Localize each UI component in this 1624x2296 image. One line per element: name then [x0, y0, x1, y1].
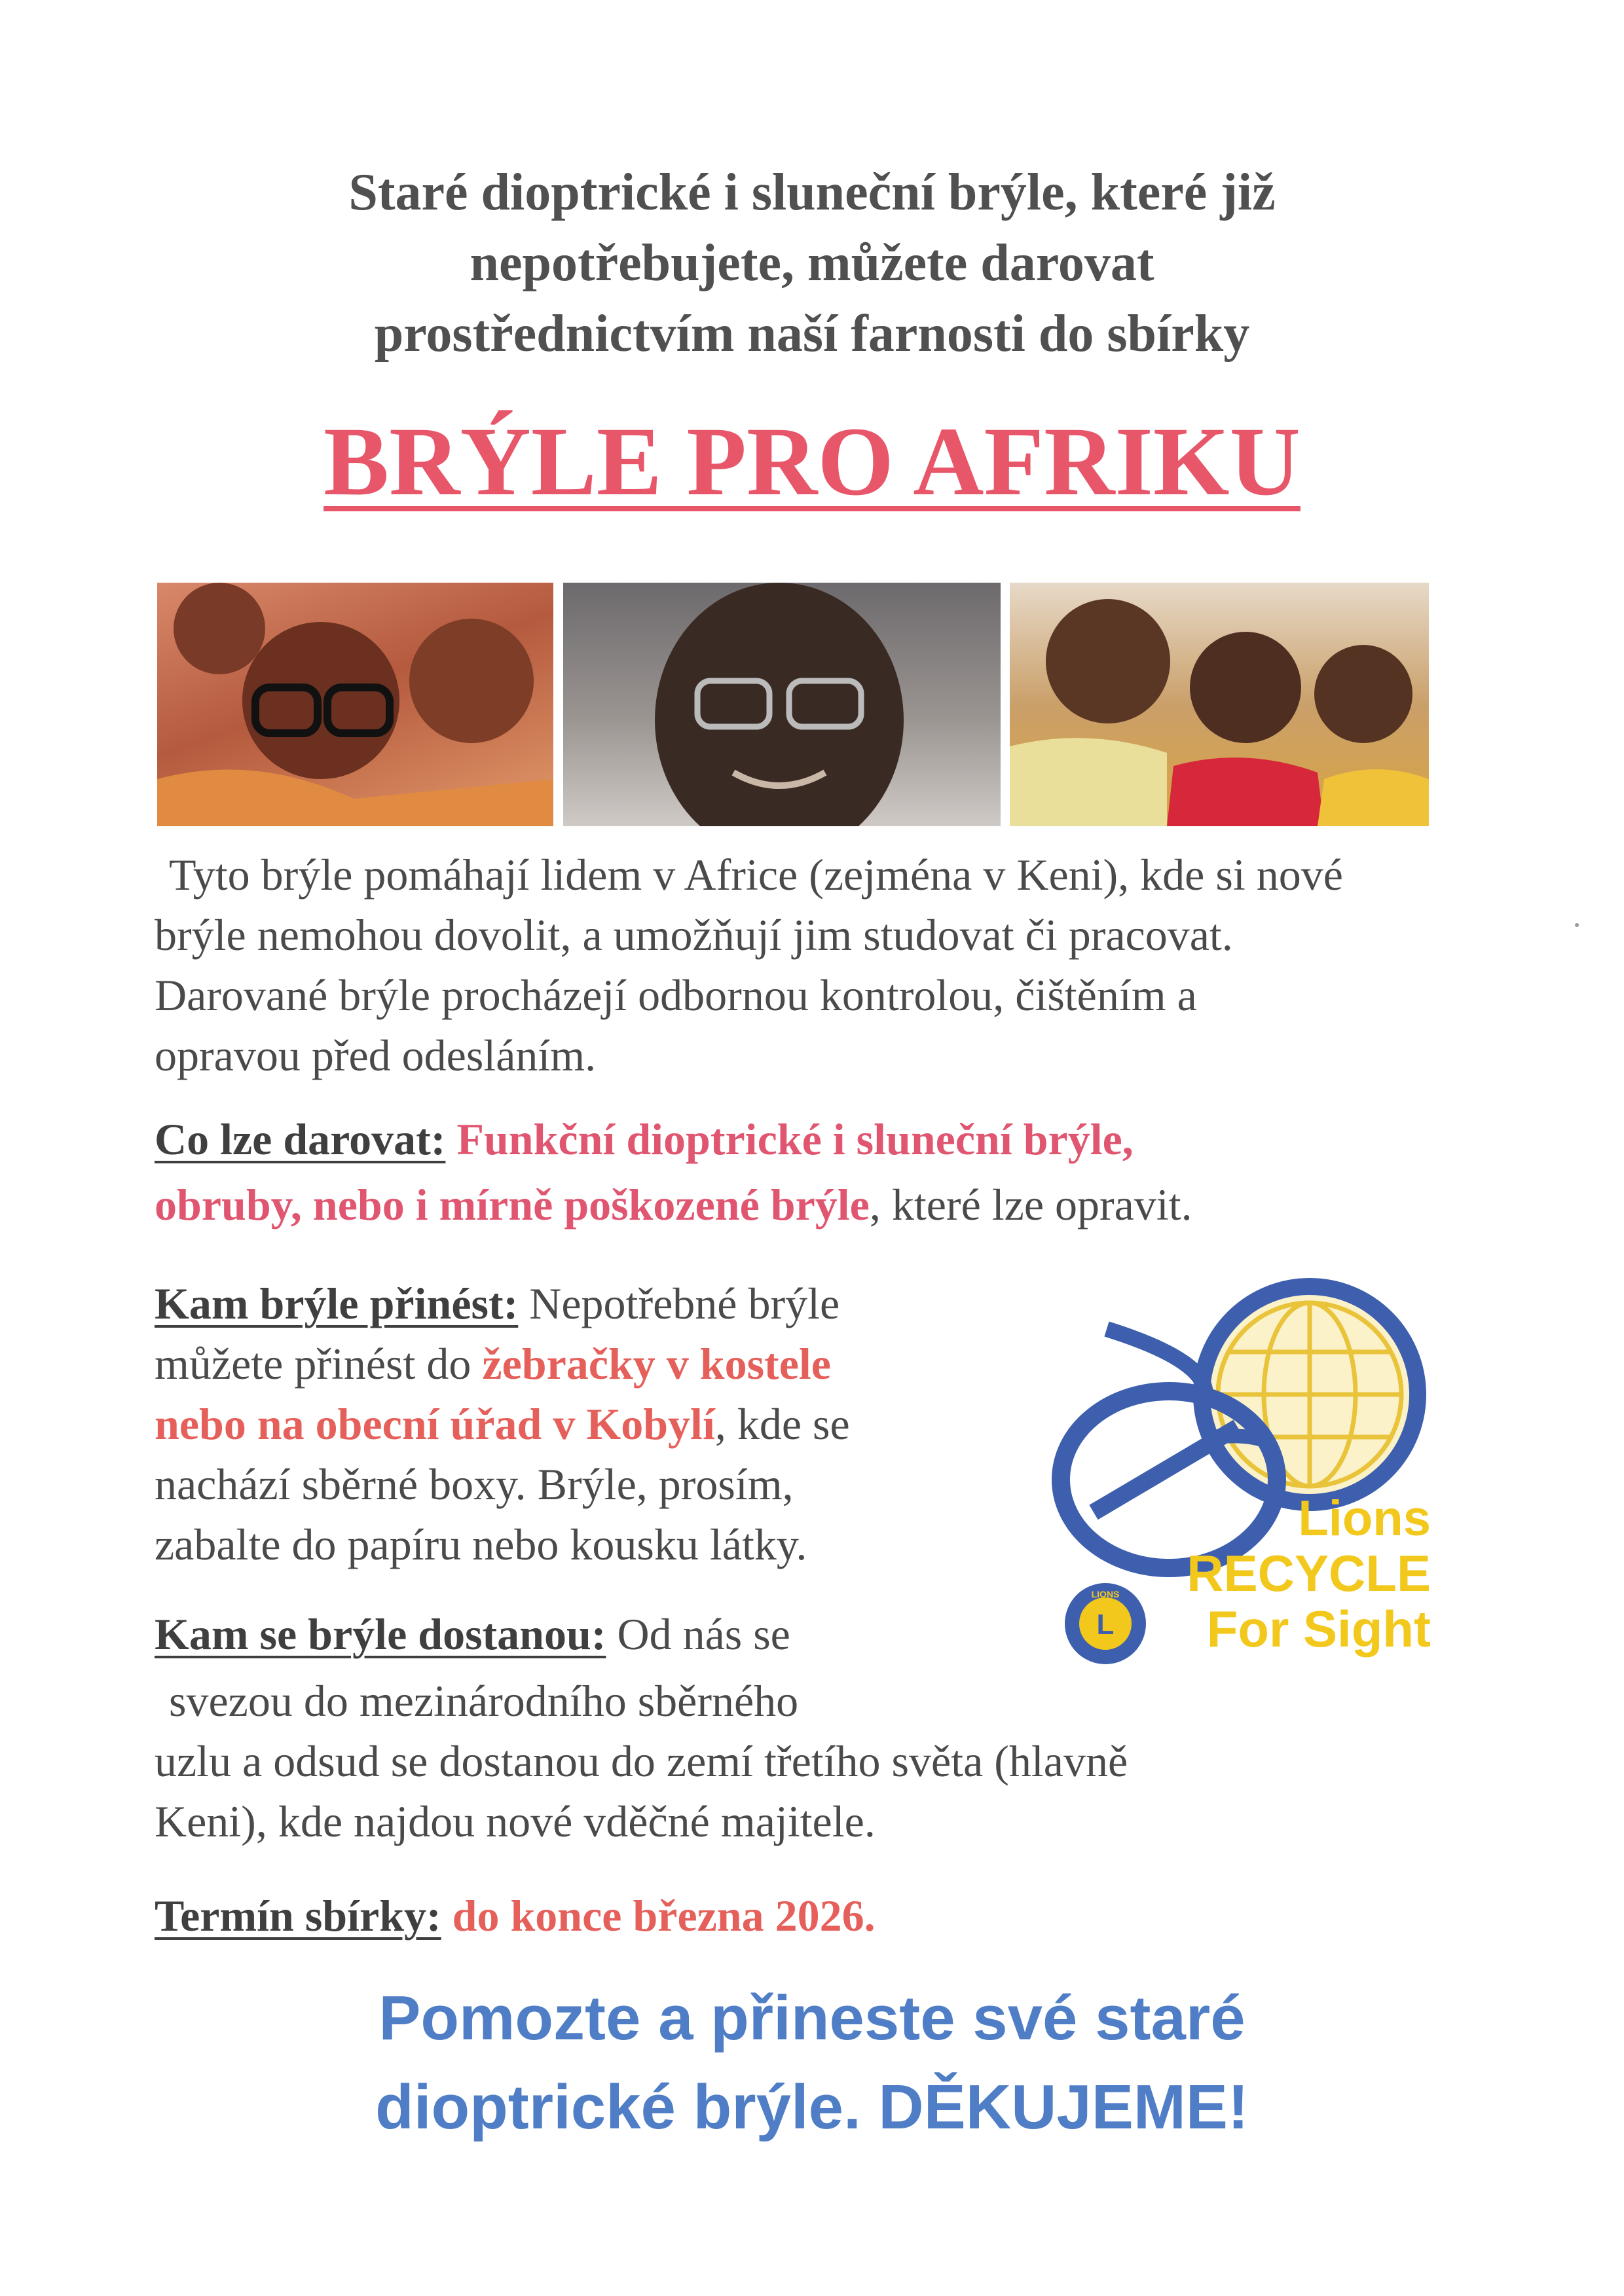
- scan-speck: [1575, 923, 1579, 927]
- description: [155, 845, 1490, 1085]
- photo-boy: [563, 583, 1001, 826]
- photo-girls: [1010, 583, 1429, 826]
- footer-line: dioptrické brýle. DĚKUJEME!: [375, 2072, 1249, 2142]
- lions-emblem-text: LIONS: [1091, 1589, 1120, 1599]
- intro-line: prostřednictvím naší farnosti do sbírky: [374, 305, 1250, 363]
- call-to-action: [196, 1974, 1428, 2152]
- deadline: [155, 1886, 1490, 1946]
- intro-line: Staré dioptrické i sluneční brýle, které již: [348, 164, 1276, 221]
- highlight-text: žebračky v kostele: [482, 1339, 831, 1389]
- what-to-donate: [155, 1106, 1490, 1237]
- body-text: Nepotřebné brýle: [518, 1279, 840, 1328]
- body-text: Keni), kde najdou nové vděčné majitele.: [155, 1796, 876, 1846]
- description-line: Tyto brýle pomáhají lidem v Africe (zejména v Keni), kde si nové: [169, 850, 1343, 900]
- photo-children: [157, 583, 553, 826]
- highlight-text: obruby, nebo i mírně poškozené brýle: [155, 1180, 870, 1230]
- highlight-text: Funkční dioptrické i sluneční brýle,: [456, 1114, 1134, 1164]
- logo-word-lions: Lions: [1298, 1491, 1431, 1546]
- deadline-value: do konce března 2026.: [452, 1891, 876, 1941]
- section-label: Co lze darovat:: [155, 1114, 446, 1164]
- intro-line: nepotřebujete, můžete darovat: [470, 234, 1154, 292]
- body-text: , kde se: [714, 1399, 850, 1449]
- highlight-text: nebo na obecní úřad v Kobylí: [155, 1399, 715, 1449]
- section-label: Kam se brýle dostanou:: [155, 1609, 606, 1659]
- where-to-bring: [155, 1273, 1071, 1575]
- footer-line: Pomozte a přineste své staré: [378, 1983, 1246, 2053]
- description-line: brýle nemohou dovolit, a umožňují jim studovat či pracovat.: [155, 910, 1233, 960]
- body-text: , které lze opravit.: [869, 1180, 1192, 1230]
- body-text: svezou do mezinárodního sběrného: [169, 1676, 799, 1726]
- body-text: nachází sběrné boxy. Brýle, prosím,: [155, 1459, 794, 1509]
- description-line: Darované brýle procházejí odbornou kontrolou, čištěním a: [155, 970, 1197, 1020]
- body-text: uzlu a odsud se dostanou do zemí třetího světa (hlavně: [155, 1736, 1128, 1786]
- intro-text: [196, 157, 1428, 369]
- logo-word-recycle: RECYCLE: [1187, 1544, 1431, 1602]
- section-label: Kam brýle přinést:: [155, 1279, 519, 1328]
- body-text: zabalte do papíru nebo kousku látky.: [155, 1520, 807, 1569]
- logo-word-for-sight: For Sight: [1206, 1600, 1431, 1658]
- svg-text:L: L: [1096, 1609, 1115, 1641]
- section-label: Termín sbírky:: [155, 1891, 441, 1941]
- headline: [196, 406, 1428, 517]
- body-text: můžete přinést do: [155, 1339, 483, 1389]
- body-text: Od nás se: [606, 1609, 790, 1659]
- description-line: opravou před odesláním.: [155, 1030, 597, 1080]
- lions-recycle-logo: [1048, 1277, 1441, 1696]
- headline-text: BRÝLE PRO AFRIKU: [323, 407, 1301, 516]
